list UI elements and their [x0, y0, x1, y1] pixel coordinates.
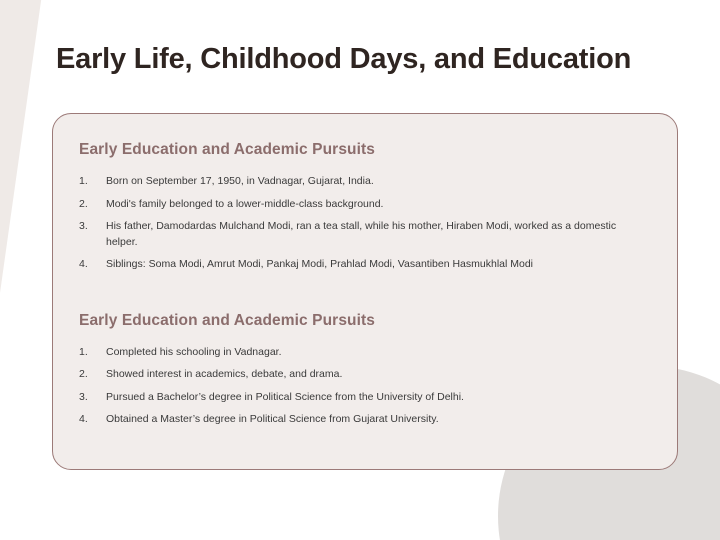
list-item: [79, 367, 651, 383]
content-card: [52, 113, 678, 470]
list-item: [79, 219, 651, 250]
list-item-marker: 4.: [79, 413, 88, 425]
list-item-marker: 1.: [79, 345, 88, 358]
decorative-band-light-shape: [0, 0, 42, 414]
list-item-marker: 3.: [79, 220, 88, 232]
decorative-band-dark-shape: [0, 0, 38, 404]
section-heading: Early Education and Academic Pursuits: [79, 311, 375, 329]
list-item: [79, 197, 651, 213]
section-early-life: [79, 140, 651, 273]
list-item-marker: 1.: [79, 175, 88, 187]
list-item-text: Born on September 17, 1950, in Vadnagar, Gujarat, India.: [106, 175, 374, 187]
list-item: [79, 257, 651, 273]
list-item-marker: 3.: [79, 390, 88, 403]
section-heading: Early Education and Academic Pursuits: [79, 141, 375, 158]
list-item: [79, 390, 651, 406]
list-item-text: Pursued a Bachelor’s degree in Political Science from the University of Delhi.: [106, 390, 464, 403]
numbered-list: [79, 345, 651, 428]
section-education: [79, 311, 651, 428]
numbered-list: [79, 174, 651, 273]
list-item-text: Obtained a Master’s degree in Political Science from Gujarat University.: [106, 413, 439, 425]
slide-title: Early Life, Childhood Days, and Education: [56, 43, 632, 76]
list-item-text: His father, Damodardas Mulchand Modi, ran a tea stall, while his mother, Hiraben Modi, worked as a domestic helper.: [106, 220, 617, 248]
list-item-text: Showed interest in academics, debate, and drama.: [106, 368, 343, 380]
list-item: [79, 412, 651, 428]
list-item: [79, 345, 651, 361]
list-item-text: Modi's family belonged to a lower-middle-class background.: [106, 197, 384, 210]
list-item-marker: 2.: [79, 197, 88, 210]
list-item-marker: 2.: [79, 368, 88, 380]
list-item: [79, 174, 651, 190]
list-item-marker: 4.: [79, 258, 88, 270]
list-item-text: Completed his schooling in Vadnagar.: [106, 345, 282, 358]
list-item-text: Siblings: Soma Modi, Amrut Modi, Pankaj Modi, Prahlad Modi, Vasantiben Hasmukhlal Modi: [106, 258, 534, 270]
